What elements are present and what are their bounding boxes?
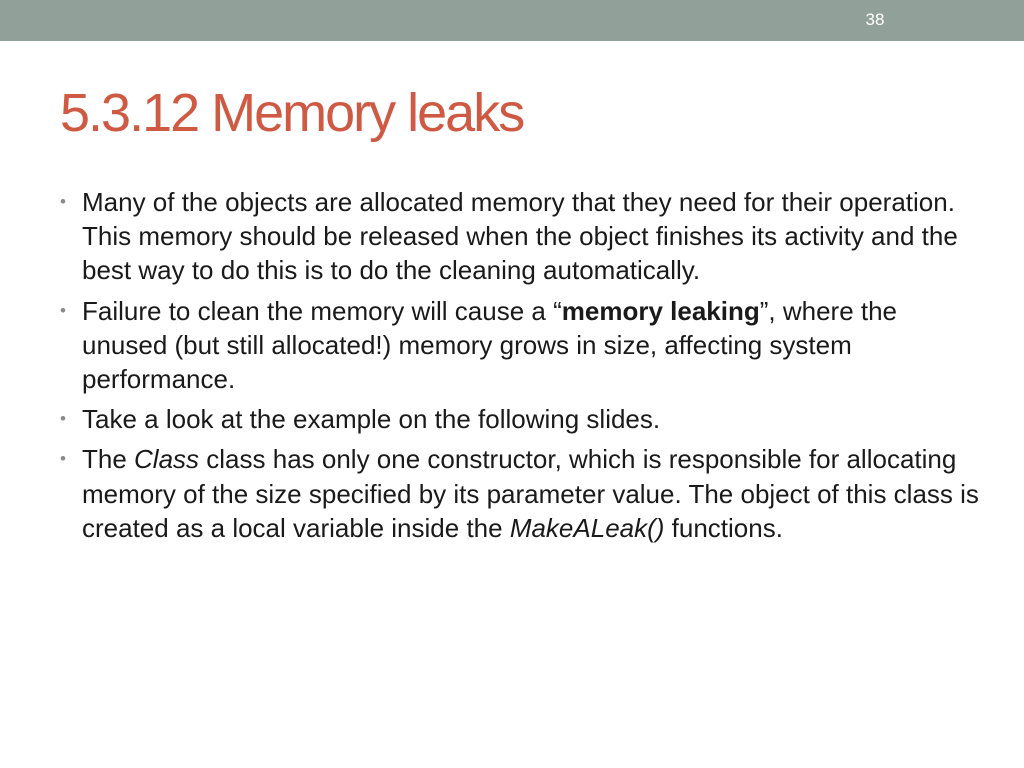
- bullet-item-allocation: [82, 185, 982, 288]
- memory-leaking-term: memory leaking: [561, 295, 760, 326]
- bullet-list: [82, 185, 982, 551]
- bullet-text-before: The: [82, 444, 135, 475]
- bullet-item-class: [82, 442, 982, 545]
- top-bar: [0, 0, 1024, 41]
- bullet-text-before: Failure to clean the memory will cause a “: [82, 295, 562, 326]
- class-name-term: Class: [134, 444, 200, 475]
- bullet-text-after: functions.: [664, 512, 783, 543]
- slide-number: 38: [865, 10, 885, 29]
- bullet-text: Many of the objects are allocated memory that they need for their operation. This memory should be released when the object finishes its activity and the best way to do this is to do the cleaning automatically.: [82, 187, 958, 286]
- bullet-item-memory-leaking: [82, 294, 982, 397]
- bullet-text-middle: class has only one constructor, which is responsible for allocating memory of the size specified by its parameter value. The object of this class is created as a local variable inside the: [82, 444, 979, 543]
- bullet-text: Take a look at the example on the following slides.: [82, 404, 661, 435]
- bullet-item-example: [82, 402, 982, 436]
- slide-title: 5.3.12 Memory leaks: [60, 83, 524, 143]
- bullet-text-after: ”, where the unused (but still allocated!) memory grows in size, affecting system performance.: [82, 295, 898, 395]
- function-name-term: MakeALeak(): [509, 512, 665, 543]
